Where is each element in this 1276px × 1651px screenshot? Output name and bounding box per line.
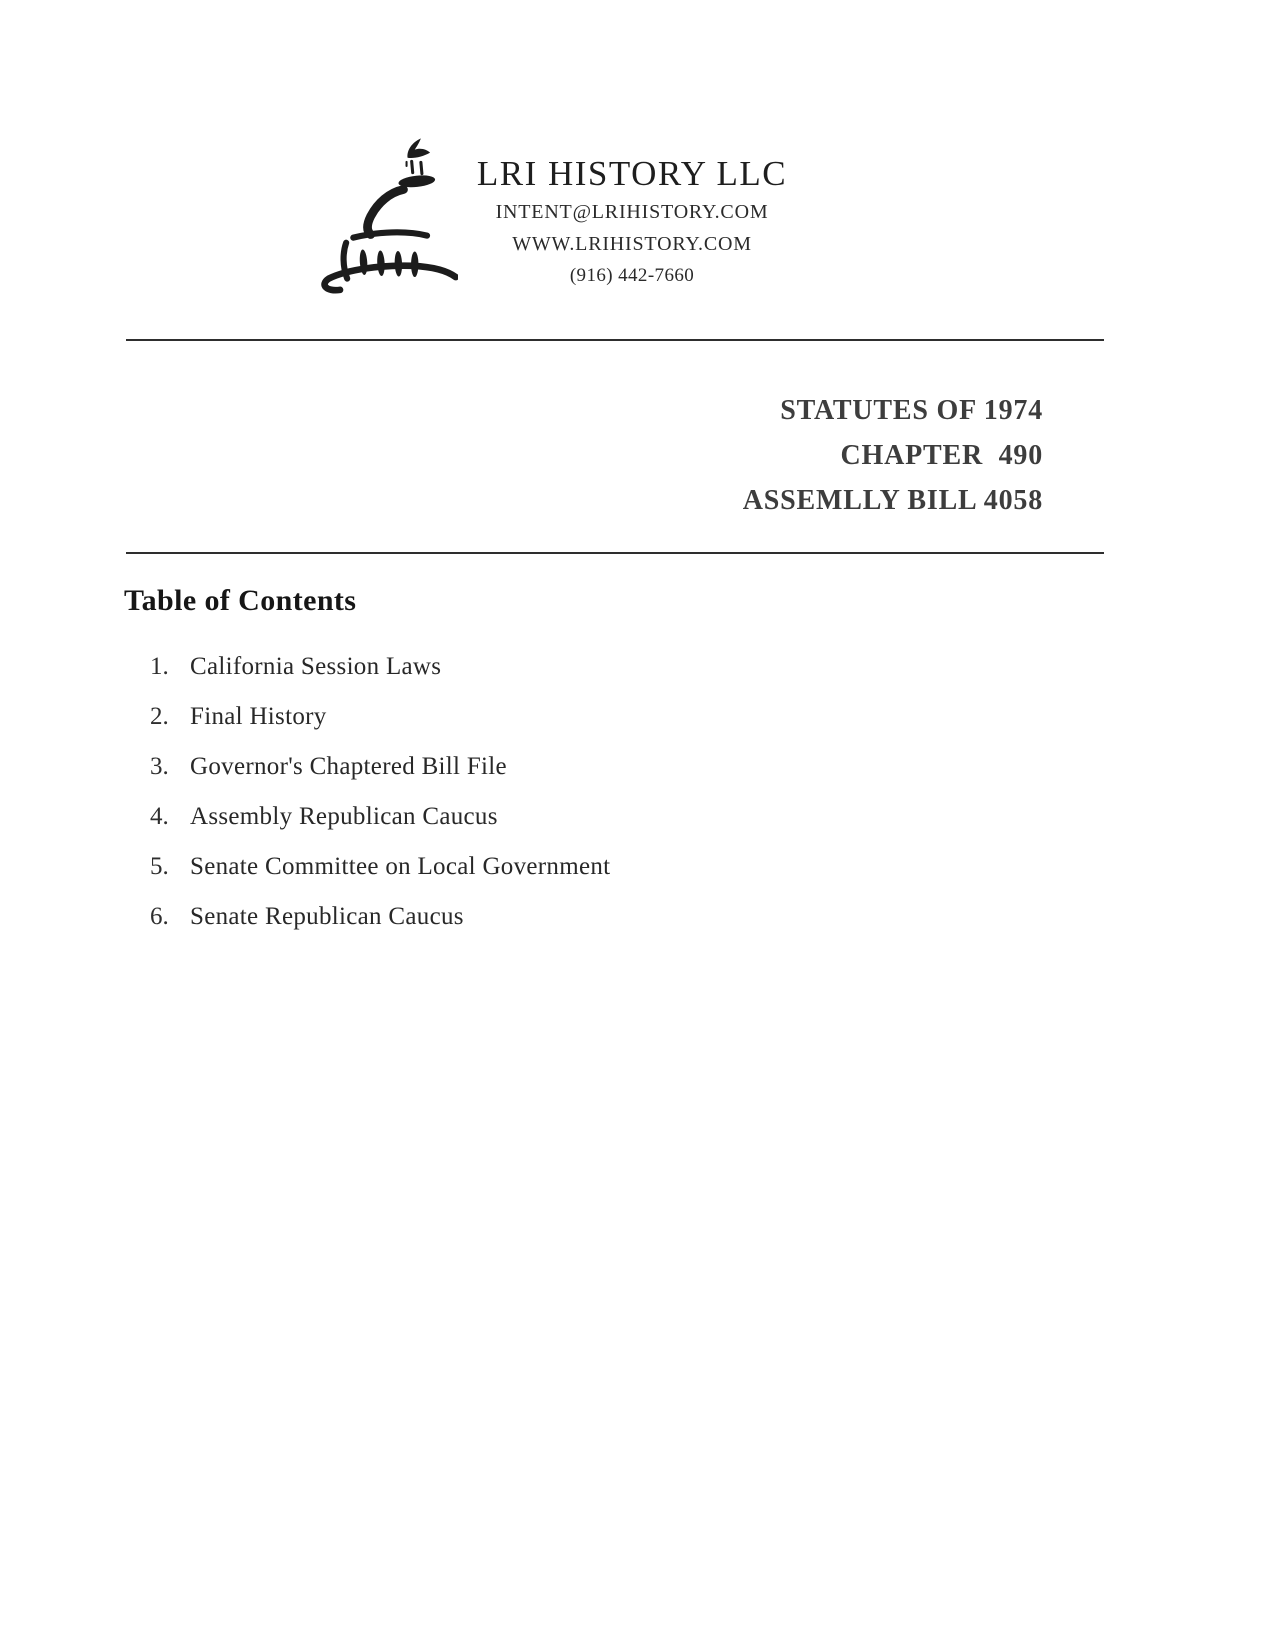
toc-item-label: Senate Republican Caucus: [190, 903, 464, 930]
statutes-title-block: [400, 388, 1043, 523]
toc-item-number: 6.: [150, 903, 169, 930]
company-phone: (916) 442-7660: [569, 265, 695, 286]
toc-item: [150, 853, 610, 883]
toc-heading: Table of Contents: [124, 584, 357, 617]
toc-item-label: Assembly Republican Caucus: [190, 803, 498, 830]
logo-tick-right: [421, 162, 422, 173]
toc-item-label: Governor's Chaptered Bill File: [190, 753, 507, 780]
toc-item-label: Final History: [190, 703, 327, 730]
toc-item-label: California Session Laws: [190, 653, 442, 680]
toc-item-number: 1.: [150, 653, 169, 680]
divider-top: [126, 339, 1104, 341]
toc-item: [150, 803, 610, 833]
company-website: WWW.LRIHISTORY.COM: [512, 233, 752, 255]
logo-tick-left: [412, 161, 413, 172]
toc-item: [150, 703, 610, 733]
toc-item-number: 4.: [150, 803, 169, 830]
toc-item: [150, 653, 610, 683]
statutes-line: STATUTES OF 1974: [780, 395, 1043, 426]
company-email: INTENT@LRIHISTORY.COM: [495, 201, 769, 223]
toc-item-label: Senate Committee on Local Government: [190, 853, 611, 880]
logo-dome-stroke: [367, 190, 403, 235]
toc-item: [150, 903, 610, 933]
assembly-bill-line: ASSEMLLY BILL 4058: [742, 485, 1043, 516]
logo-flag-shape: [407, 138, 430, 158]
divider-bottom: [126, 552, 1104, 554]
chapter-line: CHAPTER 490: [840, 440, 1043, 471]
company-name: LRI HISTORY LLC: [476, 154, 788, 193]
toc-item-number: 3.: [150, 753, 169, 780]
logo-band-stroke: [353, 232, 427, 237]
toc-item-number: 5.: [150, 853, 169, 880]
letterhead: [432, 152, 832, 292]
toc-item-number: 2.: [150, 703, 169, 730]
toc-list: [150, 653, 610, 953]
toc-item: [150, 753, 610, 783]
